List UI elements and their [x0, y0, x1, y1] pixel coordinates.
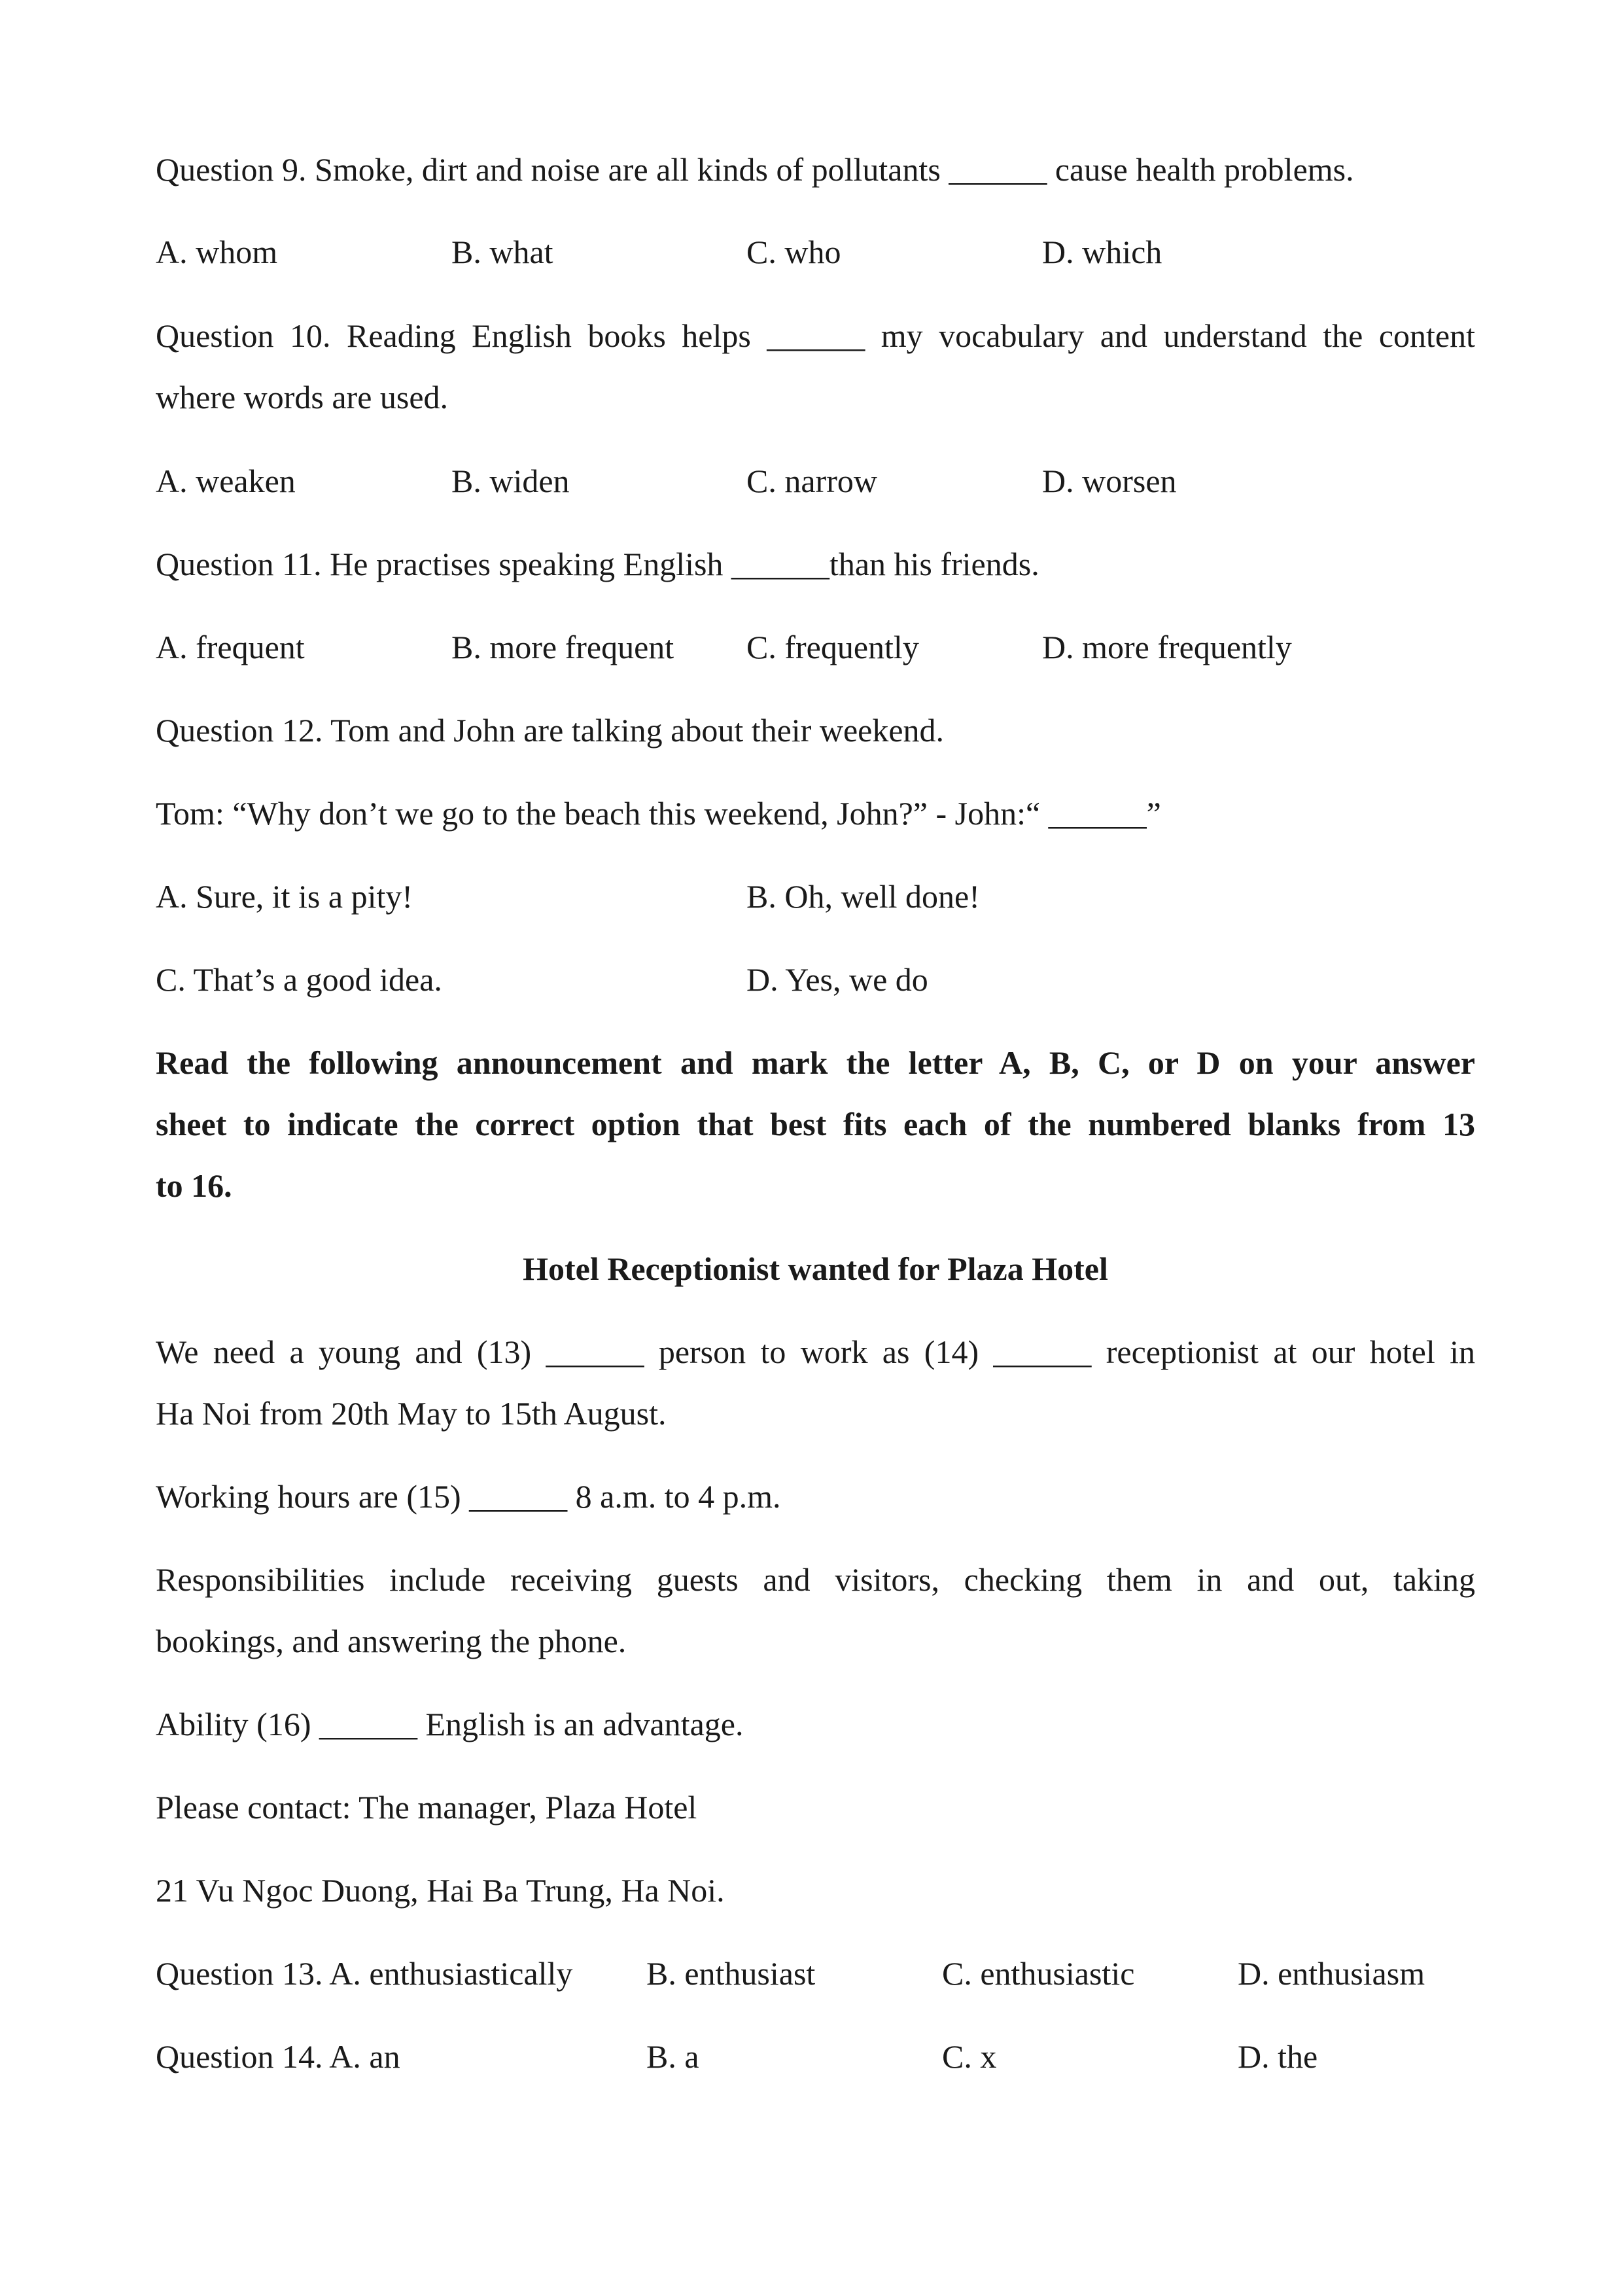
question-11-option-c: C. frequently [746, 629, 919, 665]
instruction-line-2: sheet to indicate the correct option that best fits each of the numbered blanks from 13 [156, 1106, 1475, 1142]
question-12-option-d: D. Yes, we do [746, 961, 928, 998]
question-9-option-d: D. which [1042, 234, 1162, 270]
question-9-option-c: C. who [746, 234, 841, 270]
announcement-address: 21 Vu Ngoc Duong, Hai Ba Trung, Ha Noi. [156, 1872, 725, 1909]
announcement-title: Hotel Receptionist wanted for Plaza Hotel [523, 1250, 1108, 1287]
question-13-option-c: C. enthusiastic [942, 1955, 1135, 1992]
question-10-option-d: D. worsen [1042, 463, 1177, 499]
question-10-stem-line-1: Question 10. Reading English books helps ______ my vocabulary and understand the content [156, 317, 1475, 354]
question-12-option-a: A. Sure, it is a pity! [156, 878, 413, 915]
question-14-option-b: B. a [646, 2038, 699, 2075]
question-14-option-c: C. x [942, 2038, 997, 2075]
announcement-paragraph-1-line-1: We need a young and (13) ______ person to work as (14) ______ receptionist at our hotel in [156, 1333, 1475, 1370]
question-12-option-c: C. That’s a good idea. [156, 961, 442, 998]
announcement-paragraph-4: Ability (16) ______ English is an advantage. [156, 1706, 744, 1742]
instruction-line-1: Read the following announcement and mark the letter A, B, C, or D on your answer [156, 1044, 1475, 1081]
announcement-contact: Please contact: The manager, Plaza Hotel [156, 1789, 697, 1826]
question-10-option-c: C. narrow [746, 463, 877, 499]
question-12-option-b: B. Oh, well done! [746, 878, 980, 915]
instruction-line-3: to 16. [156, 1167, 232, 1204]
question-11-stem: Question 11. He practises speaking English ______than his friends. [156, 546, 1039, 582]
question-9-option-a: A. whom [156, 234, 278, 270]
question-10-option-b: B. widen [451, 463, 570, 499]
question-13-option-d: D. enthusiasm [1238, 1955, 1425, 1992]
announcement-paragraph-3-line-2: bookings, and answering the phone. [156, 1623, 627, 1659]
question-13-option-b: B. enthusiast [646, 1955, 816, 1992]
question-13-label-option-a: Question 13. A. enthusiastically [156, 1955, 573, 1992]
question-9-stem: Question 9. Smoke, dirt and noise are all kinds of pollutants ______ cause health problems. [156, 151, 1354, 188]
question-9-option-b: B. what [451, 234, 553, 270]
question-14-option-d: D. the [1238, 2038, 1318, 2075]
question-11-option-d: D. more frequently [1042, 629, 1292, 665]
question-10-stem-line-2: where words are used. [156, 379, 449, 415]
announcement-paragraph-1-line-2: Ha Noi from 20th May to 15th August. [156, 1395, 667, 1432]
announcement-paragraph-3-line-1: Responsibilities include receiving guests and visitors, checking them in and out, taking [156, 1561, 1475, 1598]
question-11-option-a: A. frequent [156, 629, 305, 665]
question-14-label-option-a: Question 14. A. an [156, 2038, 400, 2075]
announcement-paragraph-2: Working hours are (15) ______ 8 a.m. to 4 p.m. [156, 1478, 781, 1515]
question-12-dialogue: Tom: “Why don’t we go to the beach this weekend, John?” - John:“ ______” [156, 795, 1161, 832]
question-12-stem: Question 12. Tom and John are talking about their weekend. [156, 712, 945, 749]
question-10-option-a: A. weaken [156, 463, 296, 499]
question-11-option-b: B. more frequent [451, 629, 674, 665]
